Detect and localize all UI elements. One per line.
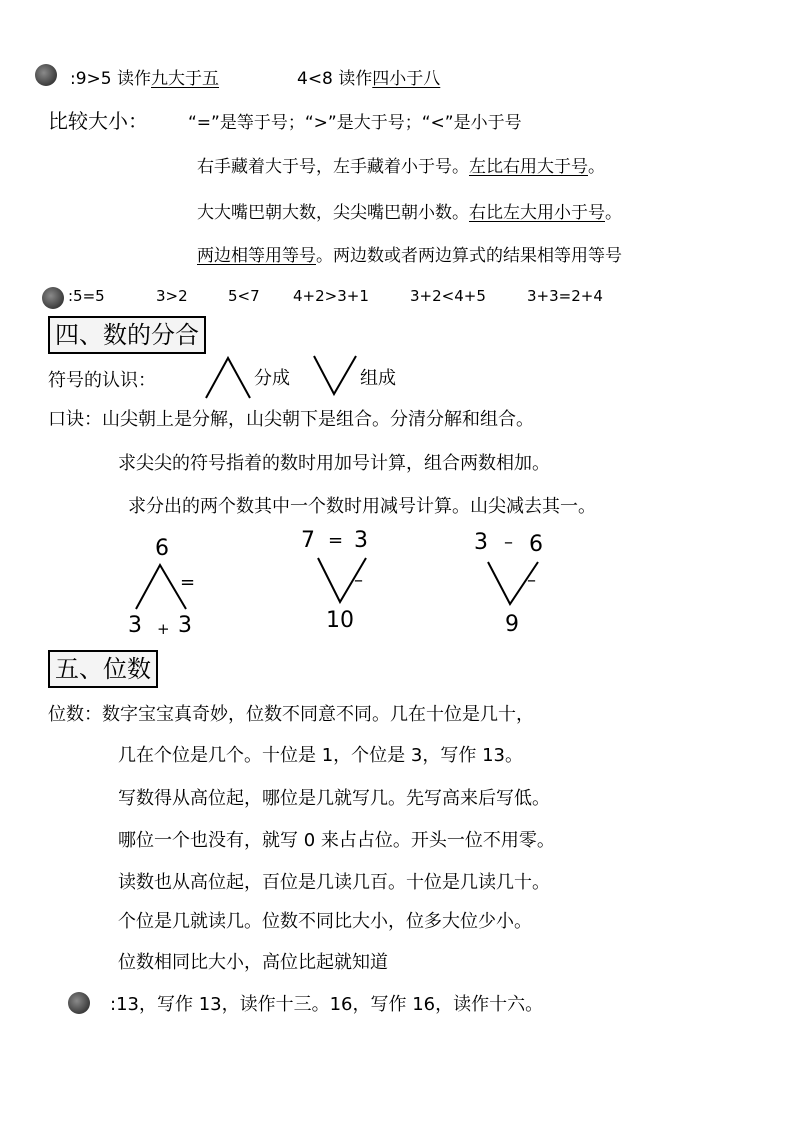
diagram-1-right: 3	[178, 613, 192, 638]
compare-line-1-c: 。	[588, 157, 605, 177]
symbols-label: 符号的认识：	[48, 370, 156, 391]
compare-title: 比较大小：	[48, 109, 148, 133]
compare-line-2	[197, 198, 622, 223]
example-item: 4+2>3+1	[293, 287, 369, 305]
compare-example-read2: 四小于八	[372, 69, 441, 89]
combine-symbol-icon	[312, 354, 358, 396]
example-item: 3+2<4+5	[410, 287, 486, 305]
diagram-1-eq: =	[180, 572, 196, 593]
digits-example: :13，写作 13，读作十三。16，写作 16，读作十六。	[110, 994, 544, 1015]
diagram-3-op2: –	[527, 570, 536, 591]
compare-example-read1: 九大于五	[151, 69, 220, 89]
compare-example-2	[297, 64, 440, 89]
diagram-1-op: +	[157, 620, 170, 638]
compare-example	[70, 64, 219, 89]
section-4-heading: 四、数的分合	[48, 316, 206, 354]
bullet-dot-icon	[42, 287, 64, 309]
compare-line-2-c: 。	[605, 203, 622, 223]
example-item: 5<7	[228, 287, 260, 305]
split-diagram-icon	[134, 563, 188, 611]
combine-label: 组成	[360, 368, 396, 389]
rhyme-line: 口诀：山尖朝上是分解，山尖朝下是组合。分清分解和组合。	[48, 409, 534, 430]
diagram-3-right: 6	[529, 532, 543, 557]
diagram-3-left: 3	[474, 530, 488, 555]
compare-line-1-b: 左比右用大于号	[469, 157, 588, 177]
diagram-2-eq: =	[328, 530, 344, 551]
diagram-1-left: 3	[128, 613, 142, 638]
section-5-heading: 五、位数	[48, 650, 158, 688]
diagram-2-left: 7	[301, 528, 315, 553]
compare-line-1	[197, 152, 605, 177]
digits-line: 写数得从高位起，哪位是几就写几。先写高来后写低。	[118, 788, 550, 809]
compare-line-3-b: 。两边数或者两边算式的结果相等用等号	[316, 246, 622, 266]
example-item: 3+3=2+4	[527, 287, 603, 305]
compare-line-3	[197, 241, 622, 266]
rhyme-line: 求尖尖的符号指着的数时用加号计算，组合两数相加。	[118, 453, 550, 474]
compare-line-2-a: 大大嘴巴朝大数，尖尖嘴巴朝小数。	[197, 203, 469, 223]
compare-line-2-b: 右比左大用小于号	[469, 203, 605, 223]
compare-example-expr2: 4<8 读作	[297, 69, 373, 89]
digits-line: 读数也从高位起，百位是几读几百。十位是几读几十。	[118, 872, 550, 893]
diagram-3-op1: –	[504, 532, 513, 553]
compare-example-prefix: :9>5 读作	[70, 69, 152, 89]
diagram-2-op: –	[354, 570, 363, 591]
diagram-2-right: 3	[354, 528, 368, 553]
bullet-dot-icon	[35, 64, 57, 86]
digits-line: 几在个位是几个。十位是 1，个位是 3，写作 13。	[118, 745, 523, 766]
compare-symbols: “=”是等于号；“>”是大于号；“<”是小于号	[188, 113, 522, 133]
bullet-dot-icon	[68, 992, 90, 1014]
digits-line: 位数：数字宝宝真奇妙，位数不同意不同。几在十位是几十，	[48, 704, 534, 725]
compare-line-1-a: 右手藏着大于号，左手藏着小于号。	[197, 157, 469, 177]
digits-line: 个位是几就读几。位数不同比大小，位多大位少小。	[118, 911, 532, 932]
split-label: 分成	[254, 368, 290, 389]
example-item: 3>2	[156, 287, 188, 305]
diagram-3-bottom: 9	[505, 612, 519, 637]
split-symbol-icon	[204, 356, 252, 400]
diagram-1-top: 6	[155, 536, 169, 561]
digits-line: 位数相同比大小，高位比起就知道	[118, 952, 388, 973]
digits-line: 哪位一个也没有，就写 0 来占占位。开头一位不用零。	[118, 830, 555, 851]
rhyme-line: 求分出的两个数其中一个数时用减号计算。山尖减去其一。	[128, 496, 596, 517]
compare-line-3-a: 两边相等用等号	[197, 246, 316, 266]
example-item: :5=5	[68, 287, 105, 305]
diagram-2-bottom: 10	[326, 608, 354, 633]
